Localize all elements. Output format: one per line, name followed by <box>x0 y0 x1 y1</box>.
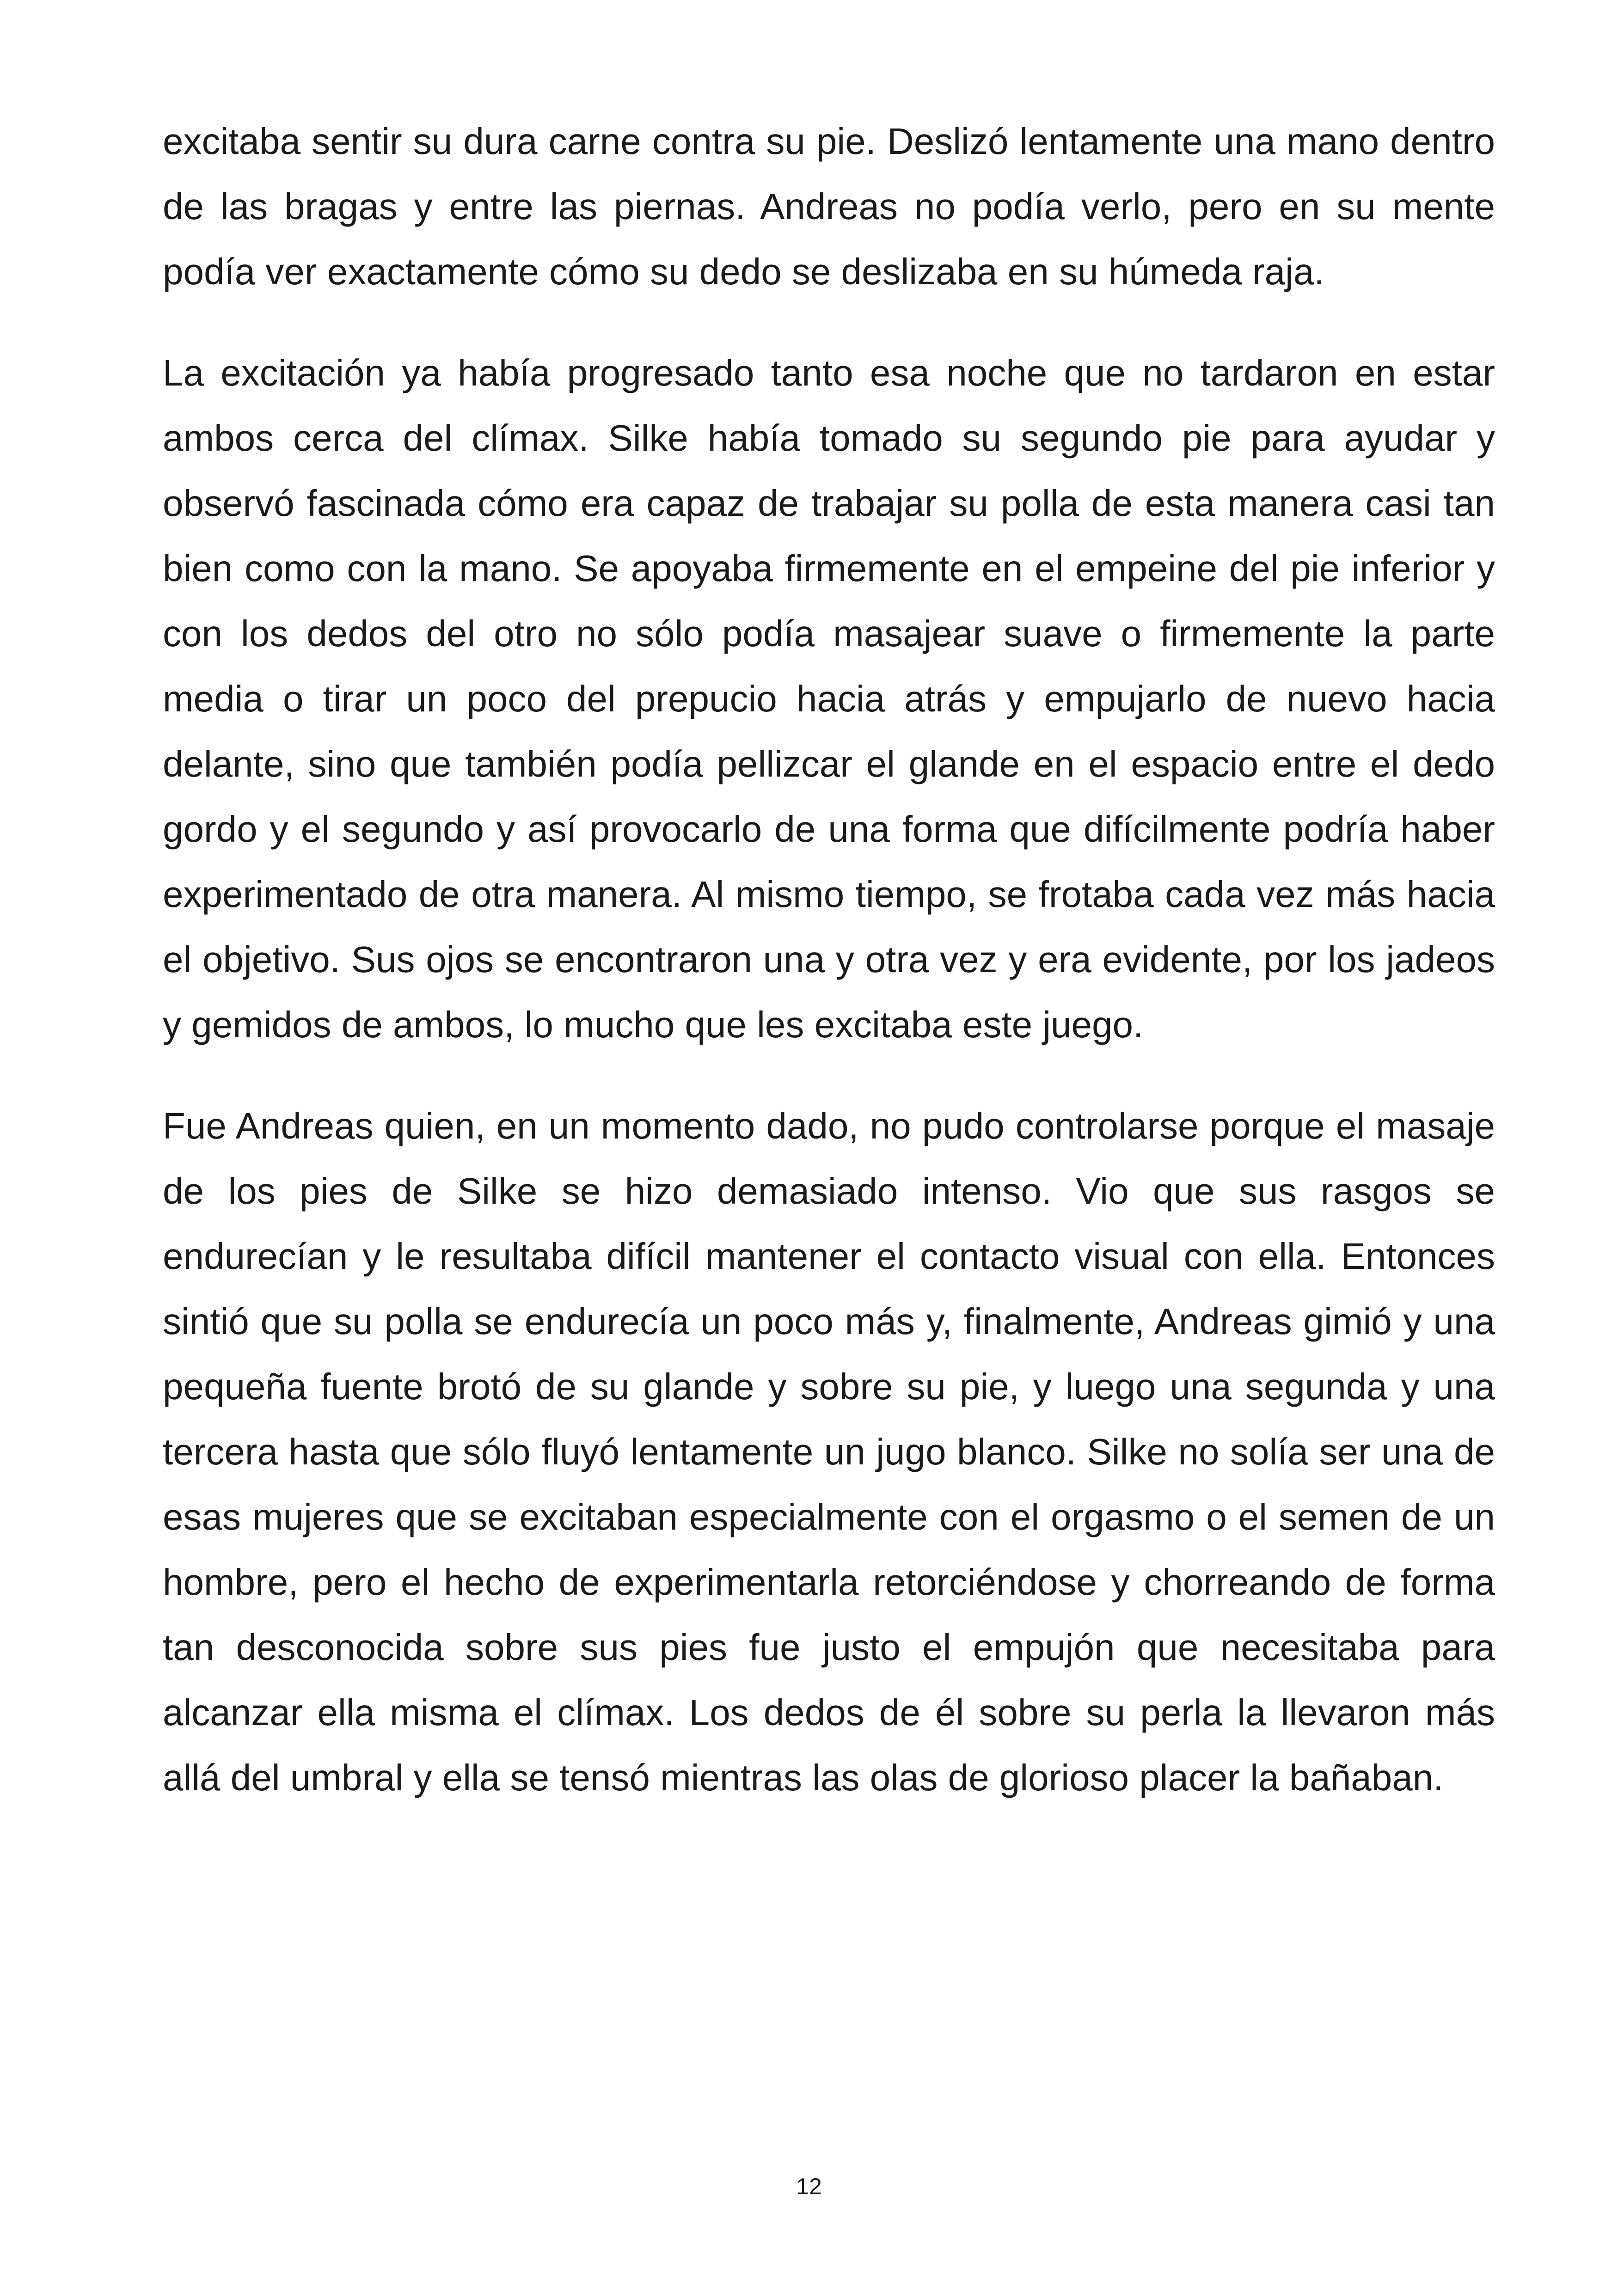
page-number: 12 <box>796 2174 822 2199</box>
paragraph-3: Fue Andreas quien, en un momento dado, no pudo controlarse porque el masaje de los pies de Silke se hizo demasiado intenso. Vio que sus rasgos se endurecían y le resultaba difícil mantener el contacto visual con ella. Entonces sintió que su polla se endurecía un poco más y, finalmente, Andreas gimió y una pequeña fuente brotó de su glande y sobre su pie, y luego una segunda y una tercera hasta que sólo fluyó lentamente un jugo blanco. Silke no solía ser una de esas mujeres que se excitaban especialmente con el orgasmo o el semen de un hombre, pero el hecho de experimentarla retorciéndose y chorreando de forma tan desconocida sobre sus pies fue justo el empujón que necesitaba para alcanzar ella misma el clímax. Los dedos de él sobre su perla la llevaron más allá del umbral y ella se tensó mientras las olas de glorioso placer la bañaban. <box>163 1105 1495 1798</box>
paragraph-2: La excitación ya había progresado tanto esa noche que no tardaron en estar ambos cerca del clímax. Silke había tomado su segundo pie para ayudar y observó fascinada cómo era capaz de trabajar su polla de esta manera casi tan bien como con la mano. Se apoyaba firmemente en el empeine del pie inferior y con los dedos del otro no sólo podía masajear suave o firmemente la parte media o tirar un poco del prepucio hacia atrás y empujarlo de nuevo hacia delante, sino que también podía pellizcar el glande en el espacio entre el dedo gordo y el segundo y así provocarlo de una forma que difícilmente podría haber experimentado de otra manera. Al mismo tiempo, se frotaba cada vez más hacia el objetivo. Sus ojos se encontraron una y otra vez y era evidente, por los jadeos y gemidos de ambos, lo mucho que les excitaba este juego. <box>163 352 1495 1045</box>
body-text <box>163 109 1495 1810</box>
paragraph-1: excitaba sentir su dura carne contra su pie. Deslizó lentamente una mano dentro de las bragas y entre las piernas. Andreas no podía verlo, pero en su mente podía ver exactamente cómo su dedo se deslizaba en su húmeda raja. <box>163 121 1495 292</box>
